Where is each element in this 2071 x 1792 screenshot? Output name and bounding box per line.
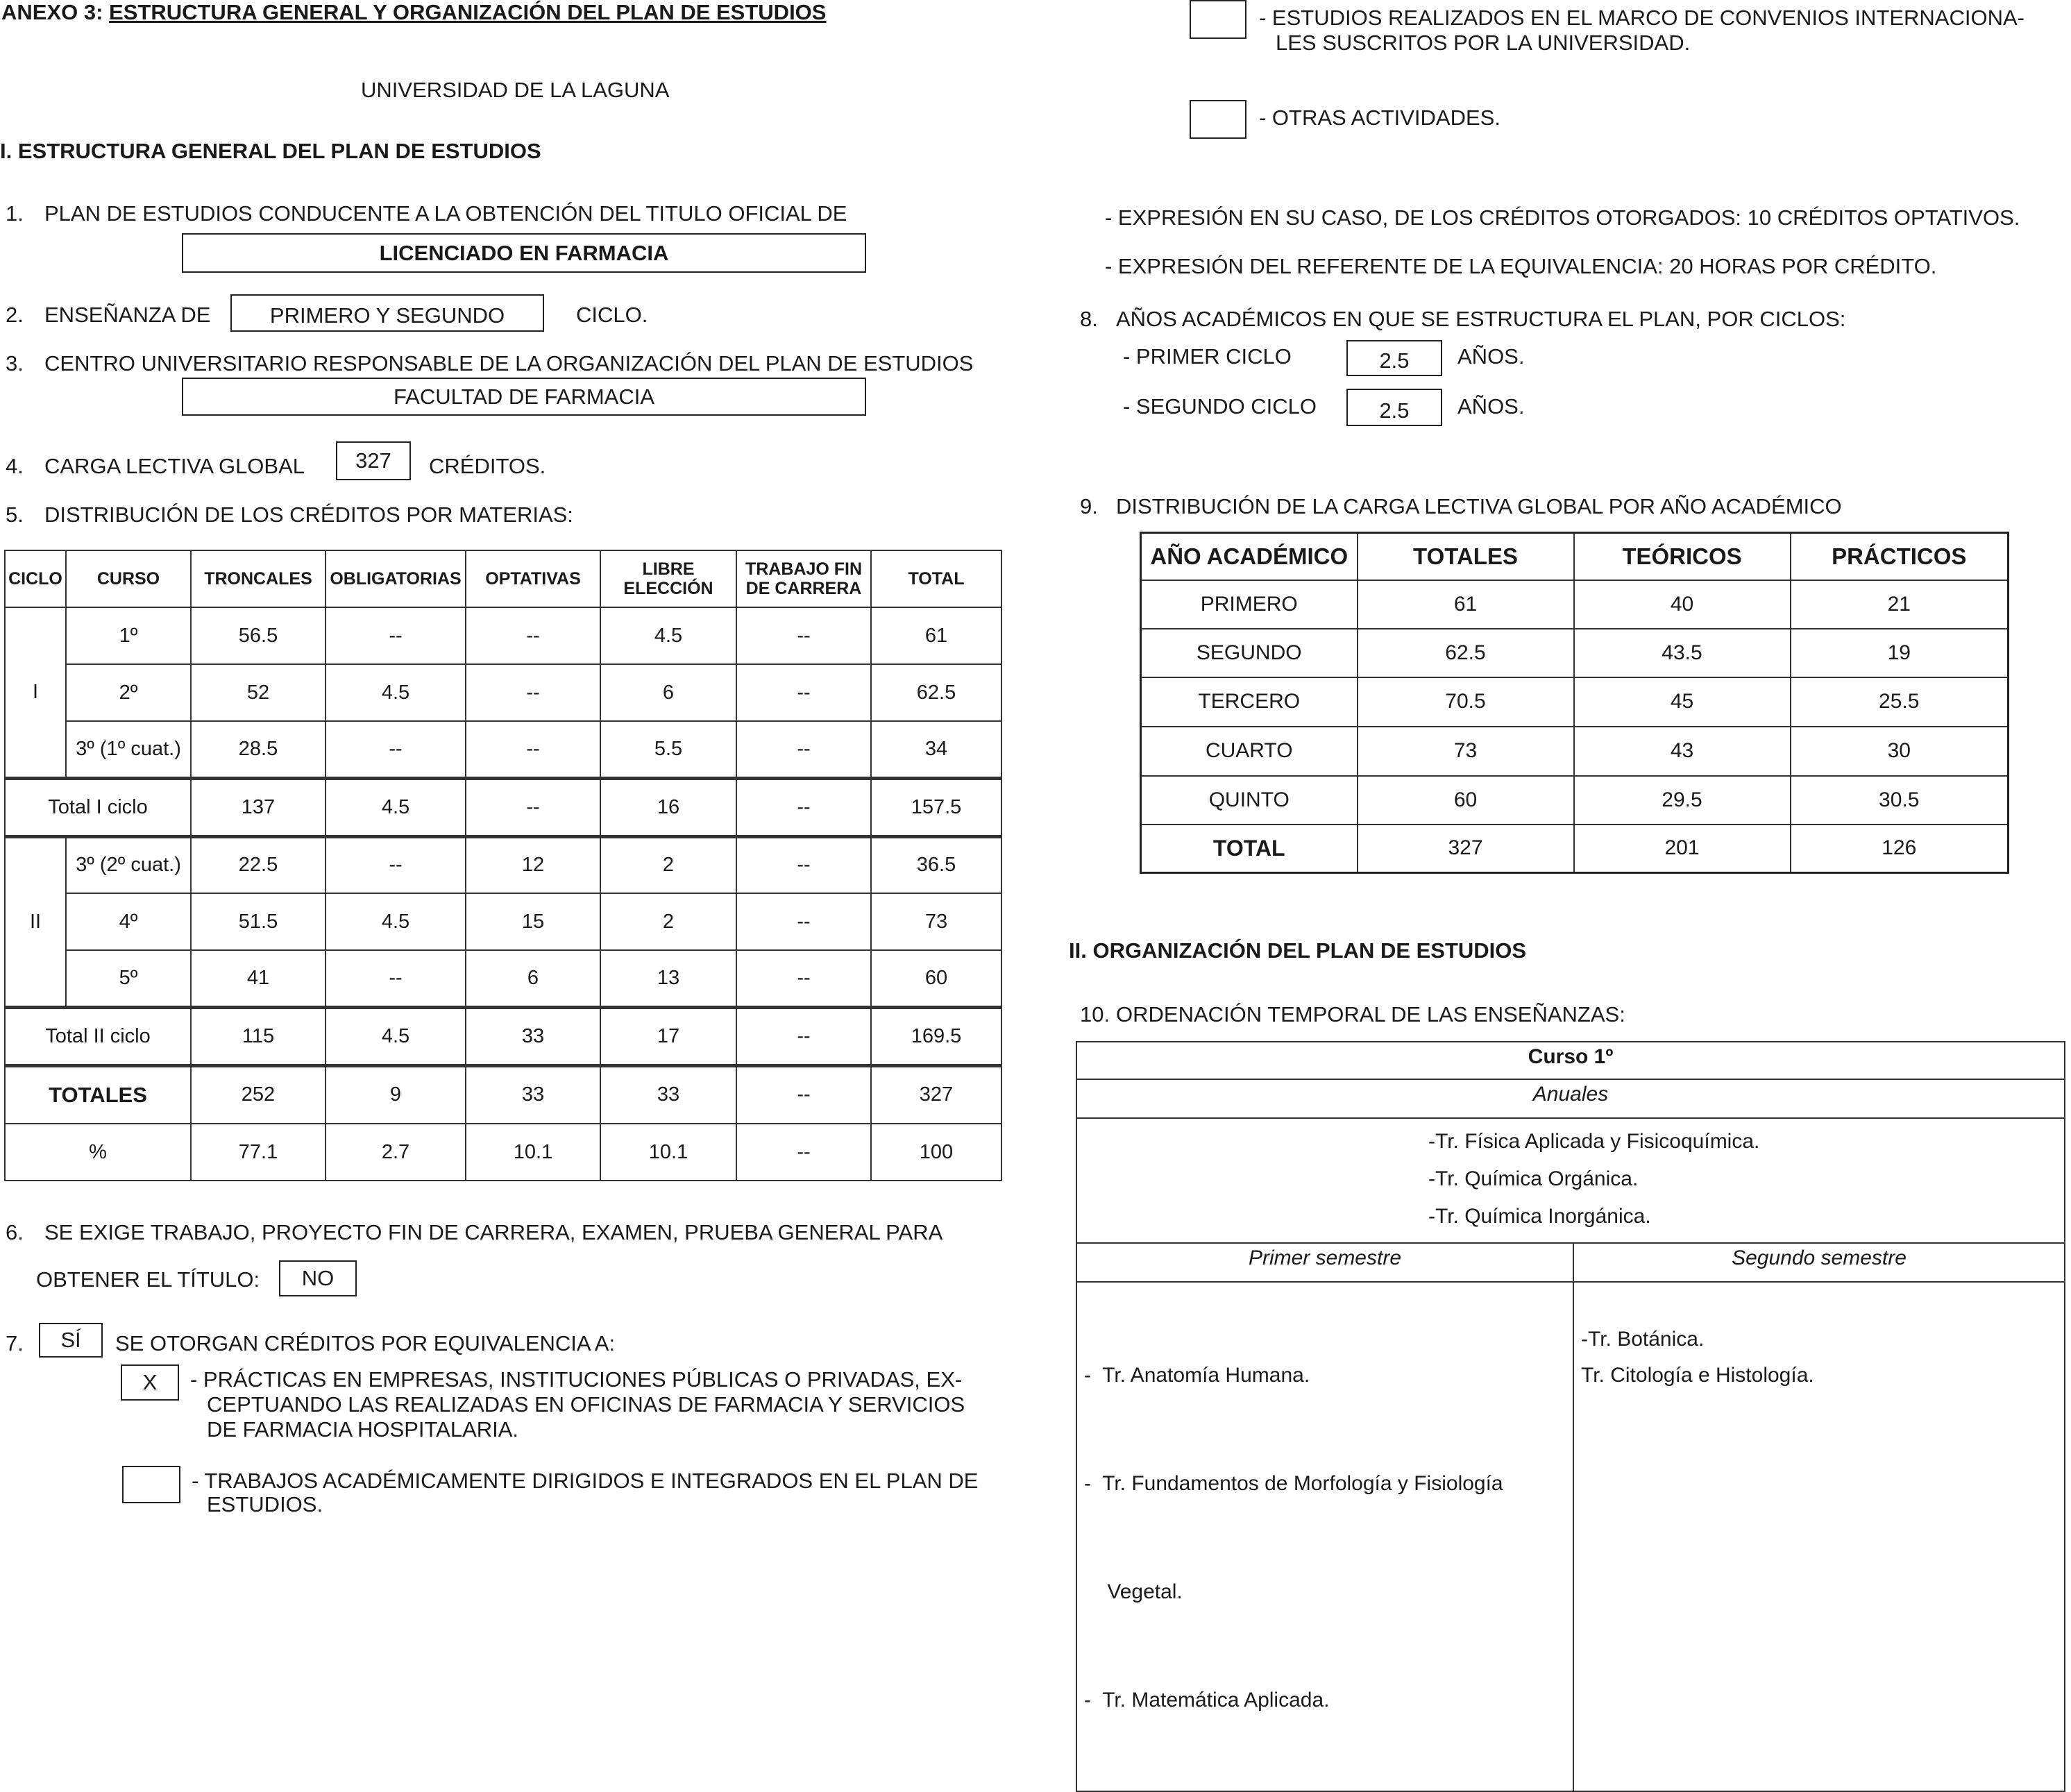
table-cell: 252 [191, 1065, 326, 1124]
opt2-line1: - TRABAJOS ACADÉMICAMENTE DIRIGIDOS E INTEGRADOS EN EL PLAN DE [192, 1469, 979, 1493]
table-cell: -- [326, 950, 466, 1007]
table-cell: TOTALES [5, 1065, 191, 1124]
table-cell: 30 [1791, 727, 2009, 776]
first-semester-list [1076, 1282, 1573, 1791]
item5-num: 5. [6, 502, 24, 527]
item9-num: 9. [1080, 494, 1098, 518]
table-cell: 70.5 [1358, 677, 1574, 727]
faculty-box: FACULTAD DE FARMACIA [182, 378, 866, 416]
table-cell: 40 [1574, 580, 1791, 629]
table-cell: 169.5 [871, 1007, 1001, 1065]
table-cell: 52 [191, 664, 326, 721]
first-cycle-unit: AÑOS. [1457, 344, 1525, 369]
opt1-line2: CEPTUANDO LAS REALIZADAS EN OFICINAS DE FARMACIA Y SERVICIOS [207, 1392, 965, 1417]
table-cell: 4º [66, 893, 191, 950]
item6-line2: OBTENER EL TÍTULO: [36, 1267, 260, 1292]
table-cell: 73 [871, 893, 1001, 950]
table-cell: -- [466, 778, 600, 836]
table-cell: 2º [66, 664, 191, 721]
degree-title-box: LICENCIADO EN FARMACIA [182, 233, 866, 273]
col-header: CURSO [66, 550, 191, 607]
col-header: TOTAL [871, 550, 1001, 607]
item4-num: 4. [6, 454, 24, 478]
table-header-row [5, 550, 1001, 607]
table-cell: 2 [600, 836, 736, 893]
ciclo-cell: II [5, 836, 66, 1007]
col-header: OPTATIVAS [466, 550, 600, 607]
table-cell: 115 [191, 1007, 326, 1065]
table-cell: CUARTO [1141, 727, 1358, 776]
first-semester-label: Primer semestre [1076, 1243, 1573, 1282]
table-cell: 3º (1º cuat.) [66, 721, 191, 778]
list-item: -Tr. Botánica. [1581, 1328, 1705, 1351]
list-item: -Tr. Física Aplicada y Fisicoquímica. [1428, 1130, 1760, 1153]
table-cell: 201 [1574, 825, 1791, 873]
table-cell: 51.5 [191, 893, 326, 950]
list-item: -Tr. Química Orgánica. [1428, 1167, 1639, 1190]
table-row [1141, 629, 2009, 677]
convenios-checkbox [1190, 0, 1246, 39]
col-header: TOTALES [1358, 533, 1574, 580]
item2-num: 2. [6, 303, 24, 327]
table-cell: 61 [871, 607, 1001, 664]
table-cell: 5.5 [600, 721, 736, 778]
anuales-header-row [1076, 1079, 2065, 1118]
trabajos-checkbox [122, 1466, 180, 1503]
semester-header-row [1076, 1243, 2065, 1282]
table-cell: 25.5 [1791, 677, 2009, 727]
item1-num: 1. [6, 201, 24, 226]
table-cell: 28.5 [191, 721, 326, 778]
table-row [5, 836, 1001, 893]
table-cell: 5º [66, 950, 191, 1007]
list-item: - Tr. Fundamentos de Morfología y Fisiología [1084, 1472, 1503, 1495]
col-header: CICLO [5, 550, 66, 607]
annex-title: ESTRUCTURA GENERAL Y ORGANIZACIÓN DEL PLAN DE ESTUDIOS [109, 0, 827, 24]
table-cell: -- [466, 664, 600, 721]
table-cell: 29.5 [1574, 776, 1791, 825]
table-cell: 1º [66, 607, 191, 664]
table-cell: -- [736, 950, 871, 1007]
opt2-line2: ESTUDIOS. [207, 1492, 323, 1516]
table-cell: -- [736, 778, 871, 836]
course-schedule-table [1076, 1041, 2065, 1792]
expr-credits: - EXPRESIÓN EN SU CASO, DE LOS CRÉDITOS OTORGADOS: 10 CRÉDITOS OPTATIVOS. [1105, 205, 2020, 230]
table-row [1141, 727, 2009, 776]
list-item: -Tr. Química Inorgánica. [1428, 1205, 1651, 1228]
section1-title: I. ESTRUCTURA GENERAL DEL PLAN DE ESTUDIOS [0, 139, 541, 163]
item10-num: 10. [1080, 1002, 1110, 1026]
table-row-percent [5, 1124, 1001, 1181]
anuales-content-row [1076, 1118, 2065, 1243]
course-title: Curso 1º [1076, 1042, 2065, 1079]
table-row-subtotal [5, 1007, 1001, 1065]
table-cell: 327 [1358, 825, 1574, 873]
table-cell: 62.5 [1358, 629, 1574, 677]
table-cell: 30.5 [1791, 776, 2009, 825]
table-cell: -- [326, 836, 466, 893]
table-cell: -- [466, 721, 600, 778]
table-cell: 33 [466, 1065, 600, 1124]
table-cell: 6 [466, 950, 600, 1007]
equivalence-yes-box: SÍ [39, 1323, 103, 1358]
table-cell: 16 [600, 778, 736, 836]
table-cell: 60 [871, 950, 1001, 1007]
opt1-line1: - PRÁCTICAS EN EMPRESAS, INSTITUCIONES PÚBLICAS O PRIVADAS, EX- [190, 1367, 963, 1392]
table-cell: 19 [1791, 629, 2009, 677]
table-cell: 126 [1791, 825, 2009, 873]
opt1-line3: DE FARMACIA HOSPITALARIA. [207, 1417, 519, 1442]
expr-equivalence: - EXPRESIÓN DEL REFERENTE DE LA EQUIVALENCIA: 20 HORAS POR CRÉDITO. [1105, 254, 1937, 278]
list-item: - Tr. Matemática Aplicada. [1084, 1689, 1330, 1711]
table-cell: 60 [1358, 776, 1574, 825]
item7-num: 7. [6, 1331, 24, 1355]
col-header: TEÓRICOS [1574, 533, 1791, 580]
table-cell: 21 [1791, 580, 2009, 629]
table-cell: 62.5 [871, 664, 1001, 721]
table-cell: -- [736, 1065, 871, 1124]
table-row-totals [5, 1065, 1001, 1124]
table-cell: 77.1 [191, 1124, 326, 1181]
table-cell: -- [736, 607, 871, 664]
table-cell: 4.5 [600, 607, 736, 664]
item1-text: PLAN DE ESTUDIOS CONDUCENTE A LA OBTENCIÓN DEL TITULO OFICIAL DE [44, 201, 847, 226]
title-exam-box: NO [279, 1260, 357, 1296]
table-cell: -- [736, 664, 871, 721]
table-cell: 15 [466, 893, 600, 950]
second-cycle-unit: AÑOS. [1457, 394, 1525, 419]
table-cell: 10.1 [466, 1124, 600, 1181]
table-header-row [1141, 533, 2009, 580]
semester-content-row [1076, 1282, 2065, 1791]
item3-num: 3. [6, 351, 24, 375]
table-cell: -- [736, 836, 871, 893]
table-cell: SEGUNDO [1141, 629, 1358, 677]
col-header: TRONCALES [191, 550, 326, 607]
table-cell: Total II ciclo [5, 1007, 191, 1065]
table-cell: 43 [1574, 727, 1791, 776]
annex-heading [1, 0, 826, 25]
table-cell: 3º (2º cuat.) [66, 836, 191, 893]
table-cell: 17 [600, 1007, 736, 1065]
ciclo-cell: I [5, 607, 66, 778]
course-row [1076, 1042, 2065, 1079]
item6-line1: SE EXIGE TRABAJO, PROYECTO FIN DE CARRERA, EXAMEN, PRUEBA GENERAL PARA [44, 1220, 943, 1244]
list-item: - Tr. Anatomía Humana. [1084, 1364, 1310, 1387]
table-row-total [1141, 825, 2009, 873]
table-cell: 13 [600, 950, 736, 1007]
col-header: LIBRE ELECCIÓN [600, 550, 736, 607]
opt3-line2: LES SUSCRITOS POR LA UNIVERSIDAD. [1276, 31, 1691, 55]
anuales-list [1076, 1118, 2065, 1243]
table-cell: TERCERO [1141, 677, 1358, 727]
table-cell: 36.5 [871, 836, 1001, 893]
practicas-checkbox: X [121, 1364, 179, 1401]
item8-num: 8. [1080, 307, 1098, 331]
second-semester-label: Segundo semestre [1573, 1243, 2065, 1282]
table-cell: -- [326, 721, 466, 778]
col-header: TRABAJO FIN DE CARRERA [736, 550, 871, 607]
table-cell: -- [736, 721, 871, 778]
item10-text: ORDENACIÓN TEMPORAL DE LAS ENSEÑANZAS: [1116, 1002, 1625, 1026]
table-row-subtotal [5, 778, 1001, 836]
credits-box: 327 [336, 441, 411, 480]
table-cell: -- [736, 1124, 871, 1181]
table-cell: 43.5 [1574, 629, 1791, 677]
anuales-label: Anuales [1076, 1079, 2065, 1118]
table-cell: 2.7 [326, 1124, 466, 1181]
item6-num: 6. [6, 1220, 24, 1244]
table-cell: 33 [600, 1065, 736, 1124]
section2-title: II. ORGANIZACIÓN DEL PLAN DE ESTUDIOS [1069, 938, 1527, 963]
item2-post: CICLO. [576, 303, 648, 327]
yearly-load-table [1140, 532, 2009, 874]
table-cell: 12 [466, 836, 600, 893]
table-cell: 4.5 [326, 1007, 466, 1065]
table-cell: 56.5 [191, 607, 326, 664]
col-header: OBLIGATORIAS [326, 550, 466, 607]
university-name: UNIVERSIDAD DE LA LAGUNA [361, 78, 670, 102]
item9-text: DISTRIBUCIÓN DE LA CARGA LECTIVA GLOBAL POR AÑO ACADÉMICO [1116, 494, 1842, 518]
table-row [1141, 776, 2009, 825]
table-cell: 4.5 [326, 893, 466, 950]
item3-text: CENTRO UNIVERSITARIO RESPONSABLE DE LA ORGANIZACIÓN DEL PLAN DE ESTUDIOS [44, 351, 974, 375]
list-item: Tr. Citología e Histología. [1581, 1364, 1814, 1387]
table-cell: 6 [600, 664, 736, 721]
list-item: Vegetal. [1084, 1580, 1183, 1603]
item5-text: DISTRIBUCIÓN DE LOS CRÉDITOS POR MATERIAS: [44, 502, 573, 527]
table-row [1141, 677, 2009, 727]
annex-prefix: ANEXO 3: [1, 0, 103, 24]
first-cycle-years-box: 2.5 [1346, 340, 1442, 376]
table-cell: 73 [1358, 727, 1574, 776]
table-cell: % [5, 1124, 191, 1181]
table-cell: 4.5 [326, 664, 466, 721]
col-header: AÑO ACADÉMICO [1141, 533, 1358, 580]
table-row [1141, 580, 2009, 629]
table-cell: 61 [1358, 580, 1574, 629]
table-cell: 9 [326, 1065, 466, 1124]
credits-by-subject-table [4, 550, 1002, 1181]
table-row [5, 721, 1001, 778]
table-cell: -- [326, 607, 466, 664]
table-row [5, 607, 1001, 664]
table-cell: 33 [466, 1007, 600, 1065]
opt3-line1: - ESTUDIOS REALIZADOS EN EL MARCO DE CONVENIOS INTERNACIONA- [1259, 6, 2024, 30]
table-cell: 34 [871, 721, 1001, 778]
opt4: - OTRAS ACTIVIDADES. [1259, 105, 1501, 130]
table-cell: 157.5 [871, 778, 1001, 836]
item7-text: SE OTORGAN CRÉDITOS POR EQUIVALENCIA A: [115, 1331, 616, 1355]
table-cell: -- [736, 1007, 871, 1065]
table-row [5, 950, 1001, 1007]
table-cell: QUINTO [1141, 776, 1358, 825]
second-cycle-years-box: 2.5 [1346, 389, 1442, 426]
item4-post: CRÉDITOS. [429, 454, 546, 478]
table-cell: 137 [191, 778, 326, 836]
table-cell: 41 [191, 950, 326, 1007]
table-cell: 22.5 [191, 836, 326, 893]
item4-pre: CARGA LECTIVA GLOBAL [44, 454, 305, 478]
cycles-box: PRIMERO Y SEGUNDO [230, 294, 544, 332]
table-row [5, 664, 1001, 721]
table-cell: 45 [1574, 677, 1791, 727]
table-cell: 2 [600, 893, 736, 950]
table-cell: 4.5 [326, 778, 466, 836]
item8-text: AÑOS ACADÉMICOS EN QUE SE ESTRUCTURA EL PLAN, POR CICLOS: [1116, 307, 1846, 331]
table-cell: PRIMERO [1141, 580, 1358, 629]
table-cell: 100 [871, 1124, 1001, 1181]
item2-pre: ENSEÑANZA DE [44, 303, 211, 327]
otras-checkbox [1190, 100, 1246, 139]
table-cell: 10.1 [600, 1124, 736, 1181]
table-cell: TOTAL [1141, 825, 1358, 873]
table-cell: -- [736, 893, 871, 950]
second-cycle-label: - SEGUNDO CICLO [1123, 394, 1317, 419]
second-semester-list [1573, 1282, 2065, 1791]
table-cell: 327 [871, 1065, 1001, 1124]
table-cell: Total I ciclo [5, 778, 191, 836]
table-cell: -- [466, 607, 600, 664]
col-header: PRÁCTICOS [1791, 533, 2009, 580]
table-row [5, 893, 1001, 950]
first-cycle-label: - PRIMER CICLO [1123, 344, 1292, 369]
